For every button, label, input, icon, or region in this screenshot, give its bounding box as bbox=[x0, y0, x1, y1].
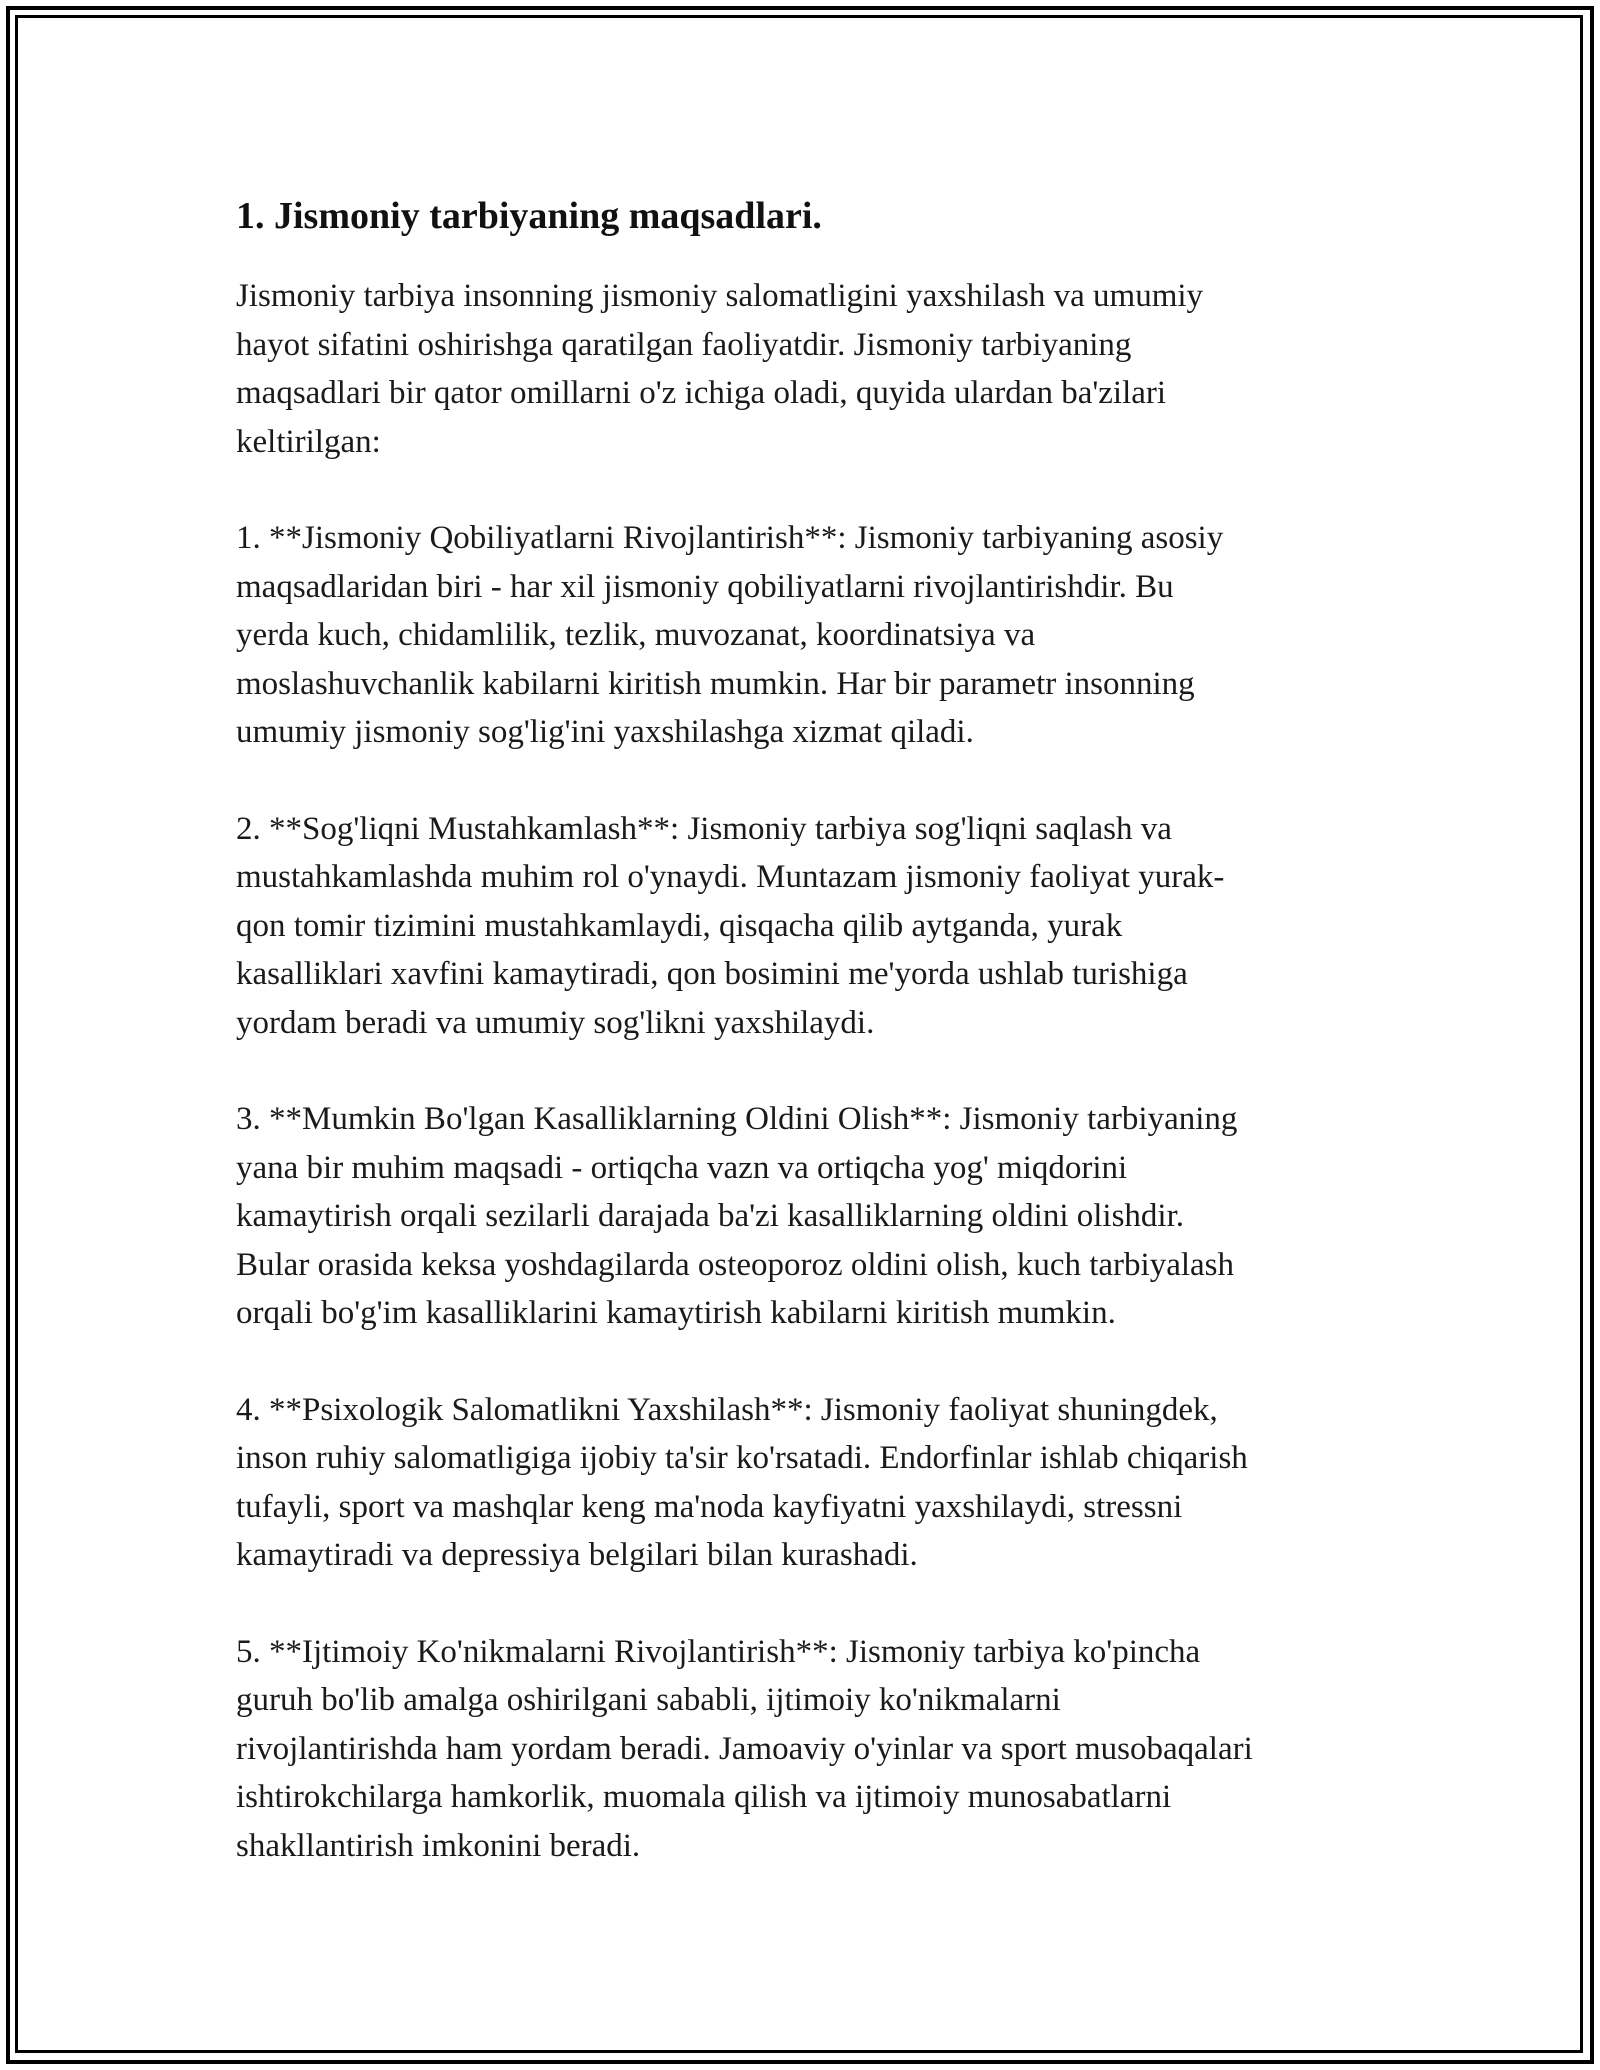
list-item-4-paragraph: 4. **Psixologik Salomatlikni Yaxshilash**: Jismoniy faoliyat shuningdek, inson ruhiy salomatligiga ijobiy ta'sir ko'rsatadi. Endorfinlar ishlab chiqarish tufayli, sport va mashqlar keng ma'noda kayfiyatni yaxshilaydi, stressni kamaytiradi va depressiya belgilari bilan kurashadi. bbox=[236, 1391, 1248, 1573]
list-item-2-paragraph: 2. **Sog'liqni Mustahkamlash**: Jismoniy tarbiya sog'liqni saqlash va mustahkamlashda muhim rol o'ynaydi. Muntazam jismoniy faoliyat yurak- qon tomir tizimini mustahkamlaydi, qisqacha qilib aytganda, yurak kasalliklari xavfini kamaytiradi, qon bosimini me'yorda ushlab turishiga yordam beradi va umumiy sog'likni yaxshilaydi. bbox=[236, 810, 1225, 1041]
list-item-1-paragraph: 1. **Jismoniy Qobiliyatlarni Rivojlantirish**: Jismoniy tarbiyaning asosiy maqsadlaridan biri - har xil jismoniy qobiliyatlarni rivojlantirishdir. Bu yerda kuch, chidamlilik, tezlik, muvozanat, koordinatsiya va moslashuvchanlik kabilarni kiritish mumkin. Har bir parametr insonning umumiy jismoniy sog'lig'ini yaxshilashga xizmat qiladi. bbox=[236, 520, 1224, 750]
document-body bbox=[236, 188, 1376, 1918]
document-title: 1. Jismoniy tarbiyaning maqsadlari. bbox=[236, 195, 822, 237]
list-item-3-paragraph: 3. **Mumkin Bo'lgan Kasalliklarning Oldini Olish**: Jismoniy tarbiyaning yana bir muhim maqsadi - ortiqcha vazn va ortiqcha yog' miqdorini kamaytirish orqali sezilarli darajada ba'zi kasalliklarning oldini olishdir. Bular orasida keksa yoshdagilarda osteoporoz oldini olish, kuch tarbiyalash orqali bo'g'im kasalliklarini kamaytirish kabilarni kiritish mumkin. bbox=[236, 1101, 1238, 1331]
intro-paragraph: Jismoniy tarbiya insonning jismoniy salomatligini yaxshilash va umumiy hayot sifatini oshirishga qaratilgan faoliyatdir. Jismoniy tarbiyaning maqsadlari bir qator omillarni o'z ichiga oladi, quyida ulardan ba'zilari keltirilgan: bbox=[236, 278, 1204, 460]
list-item-5-paragraph: 5. **Ijtimoiy Ko'nikmalarni Rivojlantirish**: Jismoniy tarbiya ko'pincha guruh bo'lib amalga oshirilgani sababli, ijtimoiy ko'nikmalarni rivojlantirishda ham yordam beradi. Jamoaviy o'yinlar va sport musobaqalari ishtirokchilarga hamkorlik, muomala qilish va ijtimoiy munosabatlarni shakllantirish imkonini beradi. bbox=[236, 1633, 1253, 1864]
